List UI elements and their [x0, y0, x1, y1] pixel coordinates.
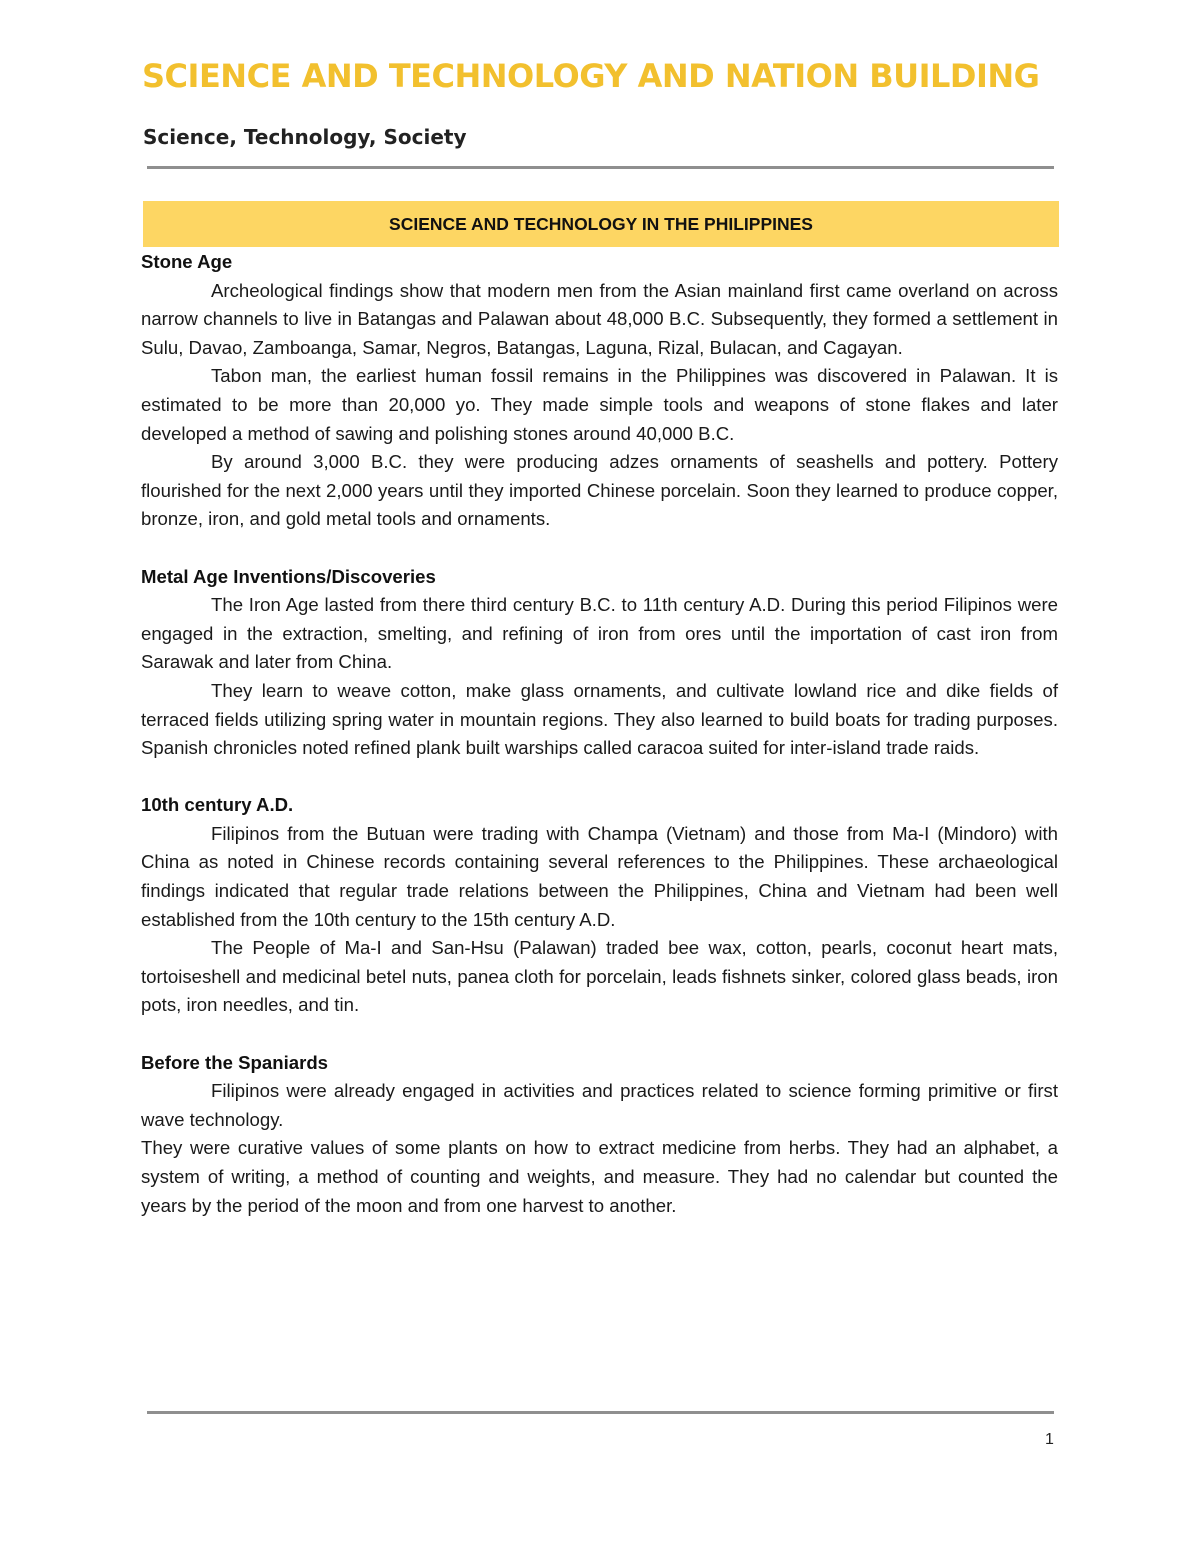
section-heading: Metal Age Inventions/Discoveries: [141, 565, 436, 587]
paragraph: Filipinos were already engaged in activities and practices related to science forming primitive or first wave technology.: [141, 1080, 1058, 1130]
paragraph: They were curative values of some plants on how to extract medicine from herbs. They had an alphabet, a system of writing, a method of counting and weights, and measure. They had no calendar but counted the years by the period of the moon and from one harvest to another.: [141, 1137, 1058, 1216]
paragraph: The Iron Age lasted from there third century B.C. to 11th century A.D. During this period Filipinos were engaged in the extraction, smelting, and refining of iron from ores until the importation of cast iron from Sarawak and later from China.: [141, 594, 1058, 673]
paragraph: Archeological findings show that modern men from the Asian mainland first came overland on across narrow channels to live in Batangas and Palawan about 48,000 B.C. Subsequently, they formed a settlement in Sulu, Davao, Zamboanga, Samar, Negros, Batangas, Laguna, Rizal, Bulacan, and Cagayan.: [141, 279, 1058, 358]
paragraph: They learn to weave cotton, make glass ornaments, and cultivate lowland rice and dike fields of terraced fields utilizing spring water in mountain regions. They also learned to build boats for trading purposes. Spanish chronicles noted refined plank built warships called caracoa suited for inter-island trade raids.: [141, 679, 1058, 759]
document-body: [141, 248, 1058, 1220]
section-before-spaniards: [141, 1049, 1058, 1221]
section-heading: 10th century A.D.: [141, 794, 294, 816]
section-10th-century: [141, 791, 1058, 1020]
section-metal-age: [141, 563, 1058, 763]
page-number: 1: [1045, 1431, 1054, 1448]
footer-divider: [147, 1411, 1054, 1414]
paragraph: Filipinos from the Butuan were trading with Champa (Vietnam) and those from Ma-I (Mindoro) with China as noted in Chinese records containing several references to the Philippines. These archaeological findings indicated that regular trade relations between the Philippines, China and Vietnam had been well established from the 10th century to the 15th century A.D.: [141, 822, 1058, 930]
spacer: [141, 1020, 1058, 1049]
section-stone-age: [141, 248, 1058, 534]
paragraph: The People of Ma-I and San-Hsu (Palawan) traded bee wax, cotton, pearls, coconut heart mats, tortoiseshell and medicinal betel nuts, panea cloth for porcelain, leads fishnets sinker, colored glass beads, iron pots, iron needles, and tin.: [141, 937, 1058, 1016]
header-divider: [147, 166, 1054, 169]
spacer: [141, 534, 1058, 563]
document-subtitle: Science, Technology, Society: [143, 125, 467, 149]
section-heading: Stone Age: [141, 251, 233, 272]
section-heading: Before the Spaniards: [141, 1051, 329, 1073]
document-title: SCIENCE AND TECHNOLOGY AND NATION BUILDING: [142, 57, 1040, 95]
section-banner: SCIENCE AND TECHNOLOGY IN THE PHILIPPINES: [143, 201, 1059, 247]
spacer: [141, 763, 1058, 792]
paragraph: By around 3,000 B.C. they were producing adzes ornaments of seashells and pottery. Pottery flourished for the next 2,000 years until they imported Chinese porcelain. Soon they learned to produce copper, bronze, iron, and gold metal tools and ornaments.: [141, 451, 1058, 530]
paragraph: Tabon man, the earliest human fossil remains in the Philippines was discovered in Palawan. It is estimated to be more than 20,000 yo. They made simple tools and weapons of stone flakes and later developed a method of sawing and polishing stones around 40,000 B.C.: [141, 365, 1058, 444]
